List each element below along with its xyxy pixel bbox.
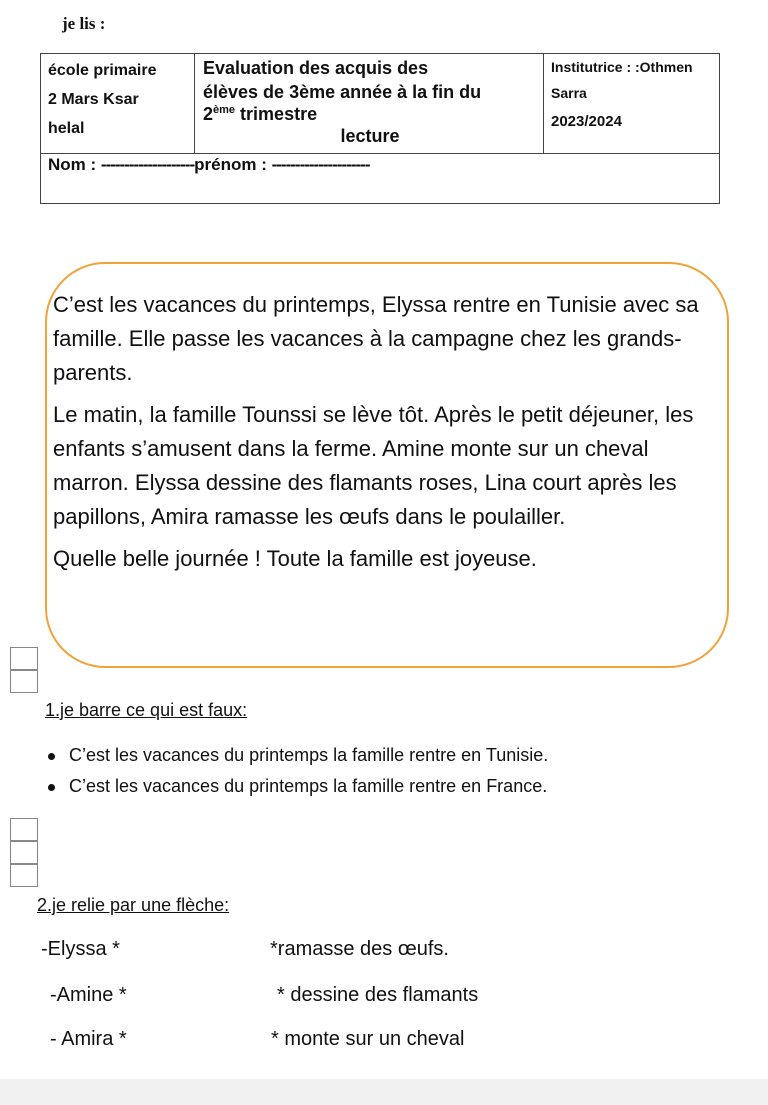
prenom-label: prénom : [194, 155, 267, 174]
title-line-1: Evaluation des acquis des [203, 58, 429, 78]
title-line-2: élèves de 3ème année à la fin du [203, 82, 482, 102]
subject-label: lecture [340, 126, 400, 146]
statement-item[interactable]: C’est les vacances du printemps la famille rentre en France. [48, 771, 548, 802]
statement-item[interactable]: C’est les vacances du printemps la famille rentre en Tunisie. [48, 740, 548, 771]
school-line-3: helal [48, 120, 85, 137]
exercise-1-title: 1.je barre ce qui est faux: [45, 700, 248, 720]
teacher-cell [544, 54, 720, 154]
match-left-item[interactable]: -Amine * [50, 984, 127, 1006]
match-left-item[interactable]: - Amira * [50, 1028, 127, 1050]
exercise-2-title: 2.je relie par une flèche: [37, 895, 230, 915]
trimester-label: trimestre [235, 104, 318, 124]
teacher-line-1: Institutrice : :Othmen [551, 59, 693, 75]
answer-box[interactable] [10, 670, 38, 693]
nom-label: Nom : [48, 155, 97, 174]
story-paragraph-3: Quelle belle journée ! Toute la famille est joyeuse. [53, 546, 537, 571]
school-line-2: 2 Mars Ksar [48, 91, 139, 108]
answer-box[interactable] [10, 841, 38, 864]
bottom-bar [0, 1079, 768, 1105]
evaluation-title-cell [195, 54, 544, 154]
header-table [40, 53, 720, 204]
trimester-number: 2 [203, 104, 214, 124]
match-right-item[interactable]: * dessine des flamants [277, 984, 479, 1006]
match-left-item[interactable]: -Elyssa * [41, 938, 120, 960]
trimester-suffix: ème [213, 104, 236, 116]
exercise-1-list [48, 740, 548, 802]
answer-box[interactable] [10, 818, 38, 841]
match-right-item[interactable]: *ramasse des œufs. [270, 938, 449, 960]
nom-blank[interactable]: -------------------- [100, 155, 195, 174]
answer-box[interactable] [10, 864, 38, 887]
story-paragraph-2: Le matin, la famille Tounssi se lève tôt. Après le petit déjeuner, les enfants s’amusent dans la ferme. Amine monte sur un cheval marron. Elyssa dessine des flamants roses, Lina court après les papillons, Amira ramasse les œufs dans le poulailler. [53, 402, 694, 529]
school-cell [41, 54, 195, 154]
story-text [53, 288, 728, 576]
name-row [41, 154, 720, 204]
title-line-3 [203, 104, 537, 124]
story-paragraph-1: C’est les vacances du printemps, Elyssa rentre en Tunisie avec sa famille. Elle passe les vacances à la campagne chez les grands-parents. [53, 292, 699, 385]
school-year: 2023/2024 [551, 113, 622, 130]
match-right-item[interactable]: * monte sur un cheval [271, 1028, 465, 1050]
answer-box[interactable] [10, 647, 38, 670]
school-line-1: école primaire [48, 62, 157, 79]
teacher-line-2: Sarra [551, 85, 587, 101]
page-heading: je lis : [62, 14, 106, 33]
prenom-blank[interactable]: --------------------- [271, 155, 370, 174]
